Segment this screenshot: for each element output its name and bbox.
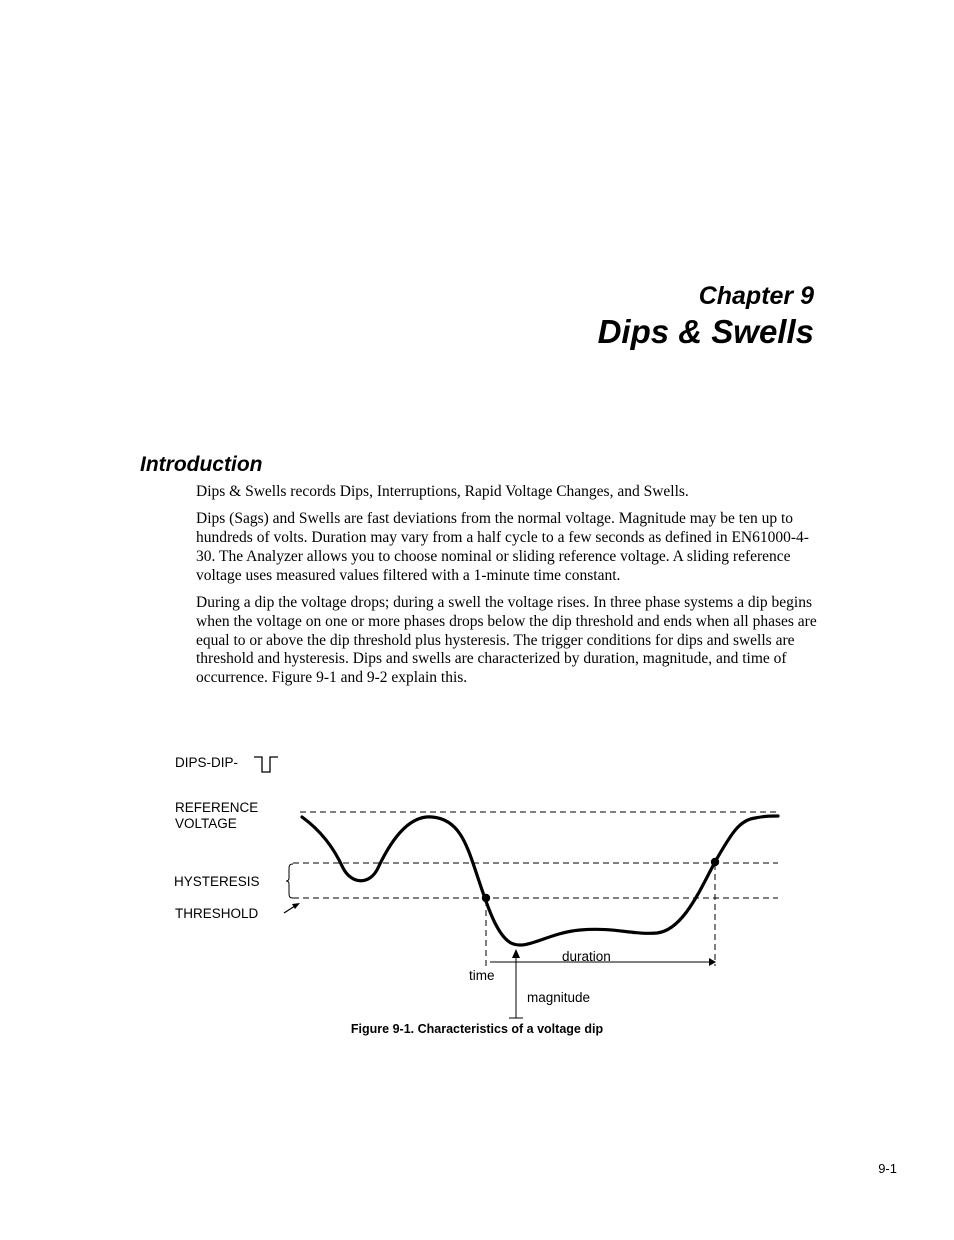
time-label: time: [469, 968, 495, 983]
section-heading: Introduction: [140, 453, 263, 476]
chapter-label: Chapter 9: [698, 282, 814, 310]
page-number: 9-1: [878, 1161, 897, 1176]
figure-caption: Figure 9-1. Characteristics of a voltage dip: [350, 1022, 604, 1036]
paragraph: During a dip the voltage drops; during a swell the voltage rises. In three phase systems a dip begins when the voltage on one or more phases drops below the dip threshold and ends when all phases are equal to or above the dip threshold plus hysteresis. The trigger conditions for dips and swells are threshold and hysteresis. Dips and swells are characterized by duration, magnitude, and time of occurrence. Figure 9-1 and 9-2 explain this.: [196, 593, 817, 687]
voltage-waveform: [302, 816, 778, 945]
chapter-title: Dips & Swells: [597, 313, 814, 350]
dip-pulse-icon: [254, 757, 278, 772]
reference-label-line1: REFERENCE: [175, 800, 259, 815]
dips-dip-label: DIPS-DIP-: [175, 755, 239, 770]
threshold-label: THRESHOLD: [175, 906, 259, 921]
threshold-arrowhead: [292, 903, 300, 909]
reference-label-line2: VOLTAGE: [175, 816, 237, 831]
duration-label: duration: [562, 949, 611, 964]
magnitude-label: magnitude: [527, 990, 591, 1005]
hysteresis-brace: [286, 864, 293, 898]
paragraph: Dips & Swells records Dips, Interruptions, Rapid Voltage Changes, and Swells.: [196, 483, 689, 500]
magnitude-arrowhead: [512, 949, 520, 958]
paragraph: Dips (Sags) and Swells are fast deviations from the normal voltage. Magnitude may be ten up to hundreds of volts. Duration may vary from a half cycle to a few seconds as defined in EN61000-4-30. The Analyzer allows you to choose nominal or sliding reference voltage. A sliding reference voltage uses measured values filtered with a 1-minute time constant.: [196, 510, 809, 584]
hysteresis-label: HYSTERESIS: [174, 874, 260, 889]
